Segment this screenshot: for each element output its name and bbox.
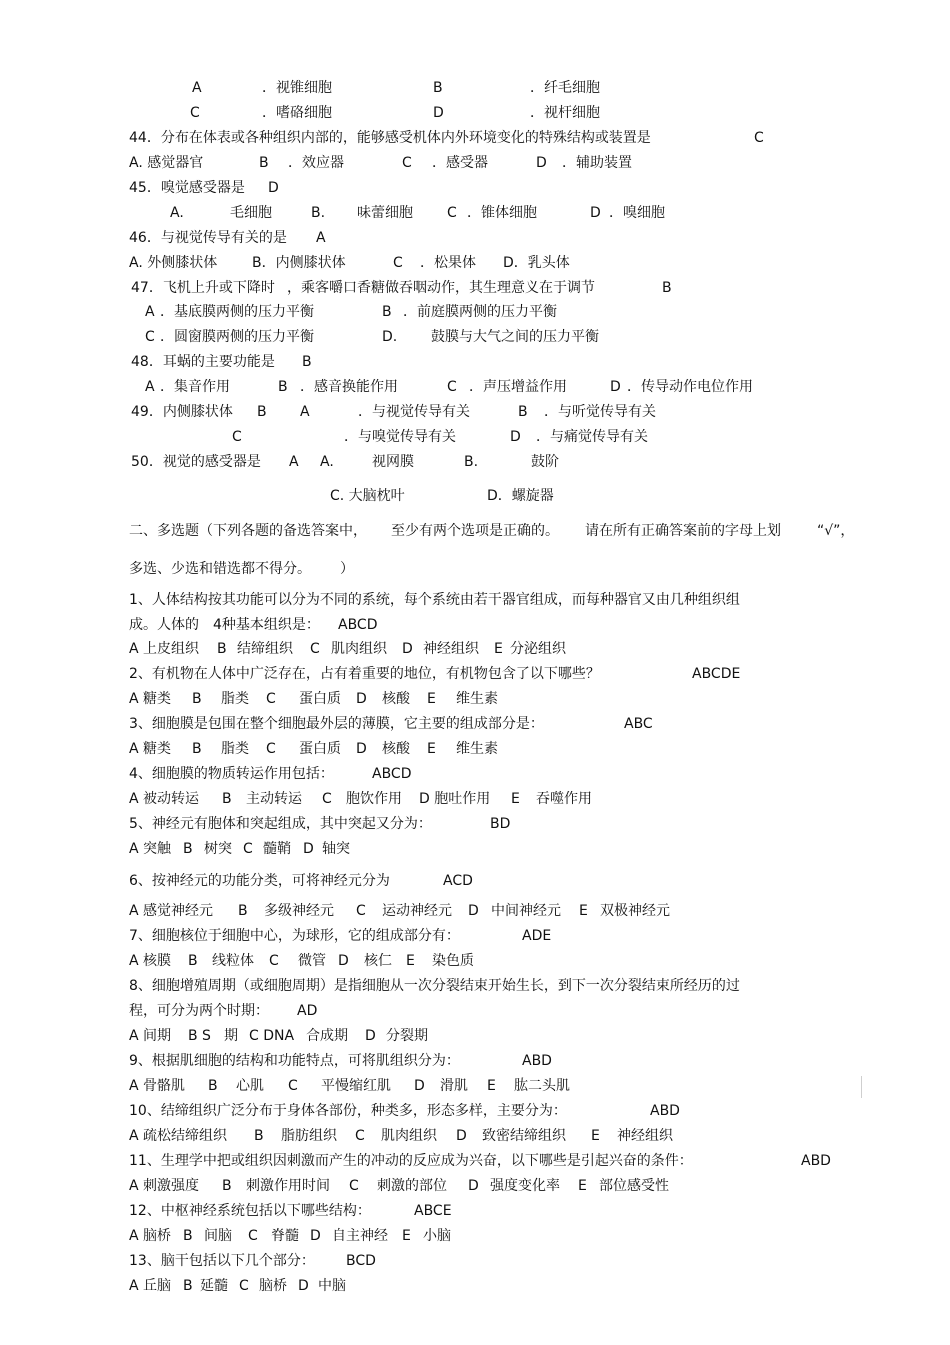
text-line bbox=[0, 101, 950, 125]
text-segment: ．圆窗膜两侧的压力平衡 bbox=[160, 329, 314, 345]
text-segment: 1、人体结构按其功能可以分为不同的系统，每个系统由若干器官组成，而每种器官又由几种组织组 bbox=[129, 592, 740, 608]
text-segment: 小脑 bbox=[423, 1228, 451, 1244]
text-segment: B bbox=[183, 1278, 193, 1294]
text-segment: E bbox=[578, 1178, 587, 1194]
text-segment: ．感受器 bbox=[432, 155, 488, 171]
text-segment: 视网膜 bbox=[372, 454, 414, 470]
text-segment: B bbox=[208, 1078, 218, 1094]
text-segment: ABD bbox=[650, 1103, 680, 1119]
text-segment: B bbox=[183, 1228, 193, 1244]
text-line bbox=[0, 712, 950, 736]
text-segment: C bbox=[322, 791, 332, 807]
text-segment: ABC bbox=[624, 716, 653, 732]
text-segment: E bbox=[406, 953, 415, 969]
text-segment: 肌肉组织 bbox=[331, 641, 387, 657]
text-segment: A 刺激强度 bbox=[129, 1178, 200, 1194]
text-segment: ．前庭膜两侧的压力平衡 bbox=[403, 304, 557, 320]
text-segment: 45．嗅觉感受器是 bbox=[129, 180, 245, 196]
text-segment: B bbox=[662, 280, 672, 296]
text-segment: E bbox=[427, 691, 436, 707]
text-segment: 轴突 bbox=[322, 841, 350, 857]
text-segment: E bbox=[591, 1128, 600, 1144]
text-segment: D bbox=[356, 691, 367, 707]
text-line bbox=[0, 251, 950, 275]
text-segment: 染色质 bbox=[432, 953, 474, 969]
text-segment: 树突 bbox=[204, 841, 232, 857]
text-segment: 13、脑干包括以下几个部分： bbox=[129, 1253, 315, 1269]
text-segment: 6、按神经元的功能分类，可将神经元分为 bbox=[129, 873, 390, 889]
text-segment: D bbox=[356, 741, 367, 757]
text-segment: 49．内侧膝状体 bbox=[131, 404, 233, 420]
text-line bbox=[0, 999, 950, 1023]
text-line bbox=[0, 300, 950, 324]
text-segment: 刺激的部位 bbox=[377, 1178, 447, 1194]
text-segment: 致密结缔组织 bbox=[482, 1128, 566, 1144]
text-segment: ．基底膜两侧的压力平衡 bbox=[160, 304, 314, 320]
text-segment: ．声压增益作用 bbox=[469, 379, 567, 395]
text-segment: A bbox=[145, 304, 155, 320]
text-segment: 4、细胞膜的物质转运作用包括： bbox=[129, 766, 334, 782]
text-segment: ．纤毛细胞 bbox=[530, 80, 600, 96]
text-segment: ACD bbox=[443, 873, 473, 889]
text-segment: B bbox=[188, 953, 198, 969]
text-segment: 部位感受性 bbox=[599, 1178, 669, 1194]
text-segment: E bbox=[494, 641, 503, 657]
text-segment: ABCDE bbox=[692, 666, 741, 682]
text-segment: 吞噬作用 bbox=[536, 791, 592, 807]
text-line bbox=[0, 151, 950, 175]
text-segment: 脂类 bbox=[221, 741, 249, 757]
text-segment: C bbox=[356, 903, 366, 919]
text-line bbox=[0, 226, 950, 250]
text-line bbox=[0, 837, 950, 861]
text-line bbox=[0, 762, 950, 786]
text-segment: 微管 bbox=[298, 953, 326, 969]
text-segment: 二、多选题（下列各题的备选答案中， bbox=[129, 523, 367, 539]
text-segment: 3、细胞膜是包围在整个细胞最外层的薄膜，它主要的组成部分是： bbox=[129, 716, 544, 732]
text-segment: “√”， bbox=[817, 523, 855, 539]
text-segment: D. bbox=[382, 329, 398, 345]
text-line bbox=[0, 400, 950, 424]
text-segment: 运动神经元 bbox=[382, 903, 452, 919]
text-segment: ．嗜硌细胞 bbox=[262, 105, 332, 121]
text-segment: 肌肉组织 bbox=[381, 1128, 437, 1144]
text-segment: 脂肪组织 bbox=[281, 1128, 337, 1144]
text-segment: E bbox=[487, 1078, 496, 1094]
text-segment: 胞饮作用 bbox=[346, 791, 402, 807]
text-segment: B bbox=[217, 641, 227, 657]
text-segment: 2、有机物在人体中广泛存在，占有着重要的地位，有机物包含了以下哪些？ bbox=[129, 666, 600, 682]
text-segment: ，乘客嚼口香糖做吞咽动作，其生理意义在于调节 bbox=[287, 280, 595, 296]
text-segment: C bbox=[266, 741, 276, 757]
text-segment: ABD bbox=[801, 1153, 831, 1169]
text-segment: C bbox=[447, 205, 457, 221]
text-segment: D．螺旋器 bbox=[487, 488, 554, 504]
text-line bbox=[0, 1274, 950, 1298]
text-segment: 程，可分为两个时期： bbox=[129, 1003, 269, 1019]
text-segment: B bbox=[222, 1178, 232, 1194]
text-segment: 鼓膜与大气之间的压力平衡 bbox=[431, 329, 599, 345]
text-segment: ．感音换能作用 bbox=[300, 379, 398, 395]
text-segment: D bbox=[268, 180, 279, 196]
text-segment: A. 外侧膝状体 bbox=[129, 255, 218, 271]
text-line bbox=[0, 276, 950, 300]
text-segment: ） bbox=[340, 561, 354, 577]
text-segment: 多选、少选和错选都不得分。 bbox=[129, 561, 311, 577]
text-segment: ．与视觉传导有关 bbox=[358, 404, 470, 420]
text-segment: B．内侧膝状体 bbox=[252, 255, 346, 271]
text-line bbox=[0, 350, 950, 374]
text-segment: 平慢缩红肌 bbox=[321, 1078, 391, 1094]
text-segment: 分泌组织 bbox=[510, 641, 566, 657]
text-line bbox=[0, 1149, 950, 1173]
text-segment: E bbox=[579, 903, 588, 919]
text-segment: 神经组织 bbox=[617, 1128, 673, 1144]
text-segment: B bbox=[302, 354, 312, 370]
text-segment: ．锥体细胞 bbox=[467, 205, 537, 221]
text-segment: 蛋白质 bbox=[299, 741, 341, 757]
text-line bbox=[0, 637, 950, 661]
text-segment: A bbox=[192, 80, 202, 96]
text-segment: 肱二头肌 bbox=[514, 1078, 570, 1094]
text-segment: 11、生理学中把或组织因刺激而产生的冲动的反应成为兴奋，以下哪些是引起兴奋的条件： bbox=[129, 1153, 693, 1169]
text-segment: BD bbox=[490, 816, 511, 832]
text-segment: A 突触 bbox=[129, 841, 172, 857]
text-segment: 主动转运 bbox=[246, 791, 302, 807]
text-line bbox=[0, 1074, 950, 1098]
text-segment: A 核膜 bbox=[129, 953, 172, 969]
text-segment: 脊髓 bbox=[271, 1228, 299, 1244]
text-segment: B bbox=[382, 304, 392, 320]
text-segment: D bbox=[402, 641, 413, 657]
text-line bbox=[0, 1174, 950, 1198]
text-line bbox=[0, 325, 950, 349]
text-line bbox=[0, 1024, 950, 1048]
text-segment: A bbox=[145, 379, 155, 395]
text-segment: 双极神经元 bbox=[600, 903, 670, 919]
text-segment: 强度变化率 bbox=[490, 1178, 560, 1194]
text-segment: A bbox=[300, 404, 310, 420]
text-segment: D bbox=[414, 1078, 425, 1094]
text-segment: D bbox=[303, 841, 314, 857]
text-line bbox=[0, 974, 950, 998]
text-segment: A 被动转运 bbox=[129, 791, 200, 807]
text-segment: 9、根据肌细胞的结构和功能特点，可将肌组织分为： bbox=[129, 1053, 460, 1069]
text-segment: ．辅助装置 bbox=[562, 155, 632, 171]
text-line bbox=[0, 787, 950, 811]
text-segment: C bbox=[355, 1128, 365, 1144]
text-segment: 维生素 bbox=[456, 741, 498, 757]
text-segment: A 感觉神经元 bbox=[129, 903, 214, 919]
text-segment: D．乳头体 bbox=[503, 255, 570, 271]
text-line bbox=[0, 1199, 950, 1223]
text-segment: 分裂期 bbox=[386, 1028, 428, 1044]
text-line bbox=[0, 1099, 950, 1123]
text-segment: ．视杆细胞 bbox=[530, 105, 600, 121]
text-segment: D bbox=[456, 1128, 467, 1144]
text-segment: C bbox=[266, 691, 276, 707]
text-segment: B. bbox=[311, 205, 326, 221]
text-segment: D bbox=[536, 155, 547, 171]
text-line bbox=[0, 899, 950, 923]
text-segment: C bbox=[288, 1078, 298, 1094]
page-edge-rule bbox=[861, 1076, 862, 1098]
text-segment: E bbox=[402, 1228, 411, 1244]
text-segment: D bbox=[590, 205, 601, 221]
text-segment: 滑肌 bbox=[440, 1078, 468, 1094]
text-segment: A. bbox=[320, 454, 334, 470]
text-line bbox=[0, 1124, 950, 1148]
text-segment: ．嗅细胞 bbox=[609, 205, 665, 221]
text-segment: C bbox=[190, 105, 200, 121]
text-line bbox=[0, 76, 950, 100]
text-segment: ADE bbox=[522, 928, 552, 944]
text-segment: 4种基本组织是： bbox=[213, 617, 320, 633]
text-segment: B bbox=[433, 80, 443, 96]
text-segment: 核酸 bbox=[382, 741, 410, 757]
text-segment: C bbox=[393, 255, 403, 271]
text-line bbox=[0, 869, 950, 893]
text-segment: C bbox=[248, 1228, 258, 1244]
text-segment: D bbox=[468, 1178, 479, 1194]
text-segment: B bbox=[192, 691, 202, 707]
text-segment: B bbox=[518, 404, 528, 420]
text-segment: ．传导动作电位作用 bbox=[627, 379, 753, 395]
text-segment: ．视锥细胞 bbox=[262, 80, 332, 96]
text-segment: 7、细胞核位于细胞中心，为球形，它的组成部分有： bbox=[129, 928, 460, 944]
text-segment: B bbox=[257, 404, 267, 420]
text-segment: 8、细胞增殖周期（或细胞周期）是指细胞从一次分裂结束开始生长，到下一次分裂结束所经历的过 bbox=[129, 978, 740, 994]
text-segment: A 糖类 bbox=[129, 691, 172, 707]
text-line bbox=[0, 201, 950, 225]
text-segment: ．效应器 bbox=[288, 155, 344, 171]
text-segment: ABCE bbox=[414, 1203, 452, 1219]
text-segment: 多级神经元 bbox=[264, 903, 334, 919]
text-segment: E bbox=[511, 791, 520, 807]
text-segment: D bbox=[365, 1028, 376, 1044]
text-segment: A bbox=[316, 230, 326, 246]
text-line bbox=[0, 687, 950, 711]
text-segment: 毛细胞 bbox=[230, 205, 272, 221]
text-segment: A 丘脑 bbox=[129, 1278, 172, 1294]
text-segment: B bbox=[254, 1128, 264, 1144]
text-segment: 线粒体 bbox=[212, 953, 254, 969]
text-segment: A 骨骼肌 bbox=[129, 1078, 186, 1094]
text-line bbox=[0, 519, 950, 543]
text-segment: B bbox=[259, 155, 269, 171]
text-segment: ．与痛觉传导有关 bbox=[536, 429, 648, 445]
text-line bbox=[0, 924, 950, 948]
text-segment: A. 感觉器官 bbox=[129, 155, 204, 171]
text-segment: BCD bbox=[346, 1253, 376, 1269]
text-segment: C bbox=[447, 379, 457, 395]
text-segment: ．松果体 bbox=[420, 255, 476, 271]
text-segment: A. bbox=[170, 205, 184, 221]
text-segment: B bbox=[192, 741, 202, 757]
text-segment: ABCD bbox=[372, 766, 412, 782]
text-segment: B bbox=[222, 791, 232, 807]
text-line bbox=[0, 737, 950, 761]
text-segment: 神经组织 bbox=[423, 641, 479, 657]
text-segment: B bbox=[238, 903, 248, 919]
text-segment: 请在所有正确答案前的字母上划 bbox=[585, 523, 781, 539]
text-segment: 合成期 bbox=[306, 1028, 348, 1044]
text-segment: 44．分布在体表或各种组织内部的，能够感受机体内外环境变化的特殊结构或装置是 bbox=[129, 130, 651, 146]
text-line bbox=[0, 1249, 950, 1273]
text-segment: 12、中枢神经系统包括以下哪些结构： bbox=[129, 1203, 371, 1219]
text-segment: 47．飞机上升或下降时 bbox=[131, 280, 275, 296]
text-line bbox=[0, 613, 950, 637]
text-line bbox=[0, 662, 950, 686]
text-segment: 维生素 bbox=[456, 691, 498, 707]
text-segment: C bbox=[349, 1178, 359, 1194]
text-segment: C DNA bbox=[249, 1028, 295, 1044]
text-segment: ABCD bbox=[338, 617, 378, 633]
text-segment: D 胞吐作用 bbox=[419, 791, 491, 807]
text-segment: 5、神经元有胞体和突起组成，其中突起又分为： bbox=[129, 816, 432, 832]
text-segment: ．集音作用 bbox=[160, 379, 230, 395]
text-segment: 48．耳蜗的主要功能是 bbox=[131, 354, 275, 370]
text-line bbox=[0, 1224, 950, 1248]
text-segment: 核酸 bbox=[382, 691, 410, 707]
text-segment: ABD bbox=[522, 1053, 552, 1069]
text-segment: 间脑 bbox=[204, 1228, 232, 1244]
text-segment: C bbox=[310, 641, 320, 657]
text-segment: 蛋白质 bbox=[299, 691, 341, 707]
text-segment: 结缔组织 bbox=[237, 641, 293, 657]
text-segment: B bbox=[183, 841, 193, 857]
text-segment: ．与嗅觉传导有关 bbox=[344, 429, 456, 445]
text-segment: D bbox=[338, 953, 349, 969]
text-segment: D bbox=[468, 903, 479, 919]
text-segment: C bbox=[243, 841, 253, 857]
text-segment: D bbox=[610, 379, 621, 395]
text-segment: C bbox=[239, 1278, 249, 1294]
text-segment: 自主神经 bbox=[332, 1228, 388, 1244]
text-line bbox=[0, 126, 950, 150]
text-segment: 中脑 bbox=[318, 1278, 346, 1294]
text-segment: D bbox=[310, 1228, 321, 1244]
text-segment: D bbox=[510, 429, 521, 445]
text-segment: C bbox=[232, 429, 242, 445]
text-line bbox=[0, 176, 950, 200]
text-segment: C bbox=[402, 155, 412, 171]
text-segment: A 疏松结缔组织 bbox=[129, 1128, 228, 1144]
text-line bbox=[0, 588, 950, 612]
text-line bbox=[0, 1049, 950, 1073]
text-line bbox=[0, 949, 950, 973]
text-segment: 至少有两个选项是正确的。 bbox=[391, 523, 559, 539]
text-segment: A 糖类 bbox=[129, 741, 172, 757]
text-segment: C bbox=[269, 953, 279, 969]
text-segment: 心肌 bbox=[236, 1078, 264, 1094]
text-line bbox=[0, 812, 950, 836]
text-segment: 脂类 bbox=[221, 691, 249, 707]
text-segment: C bbox=[145, 329, 155, 345]
text-segment: B bbox=[278, 379, 288, 395]
text-segment: AD bbox=[297, 1003, 318, 1019]
text-segment: 延髓 bbox=[200, 1278, 228, 1294]
text-segment: C. 大脑枕叶 bbox=[330, 488, 405, 504]
text-segment: E bbox=[427, 741, 436, 757]
text-segment: 成。人体的 bbox=[129, 617, 199, 633]
text-segment: A 上皮组织 bbox=[129, 641, 200, 657]
text-segment: B. bbox=[464, 454, 479, 470]
text-segment: D bbox=[298, 1278, 309, 1294]
text-line bbox=[0, 557, 950, 581]
text-segment: 50．视觉的感受器是 bbox=[131, 454, 261, 470]
text-segment: 期 bbox=[224, 1028, 238, 1044]
text-segment: C bbox=[754, 130, 764, 146]
text-segment: D bbox=[433, 105, 444, 121]
text-segment: A 间期 bbox=[129, 1028, 172, 1044]
text-segment: 中间神经元 bbox=[491, 903, 561, 919]
text-segment: 刺激作用时间 bbox=[246, 1178, 330, 1194]
text-line bbox=[0, 425, 950, 449]
text-segment: 脑桥 bbox=[259, 1278, 287, 1294]
text-segment: 核仁 bbox=[364, 953, 392, 969]
text-segment: ．与听觉传导有关 bbox=[544, 404, 656, 420]
text-segment: 鼓阶 bbox=[531, 454, 559, 470]
text-line bbox=[0, 450, 950, 474]
text-segment: 10、结缔组织广泛分布于身体各部份，种类多，形态多样，主要分为： bbox=[129, 1103, 567, 1119]
text-line bbox=[0, 484, 950, 508]
text-segment: 味蕾细胞 bbox=[357, 205, 413, 221]
text-segment: A bbox=[289, 454, 299, 470]
text-segment: 46．与视觉传导有关的是 bbox=[129, 230, 287, 246]
text-segment: B S bbox=[188, 1028, 211, 1044]
text-segment: 髓鞘 bbox=[263, 841, 291, 857]
text-line bbox=[0, 375, 950, 399]
text-segment: A 脑桥 bbox=[129, 1228, 172, 1244]
